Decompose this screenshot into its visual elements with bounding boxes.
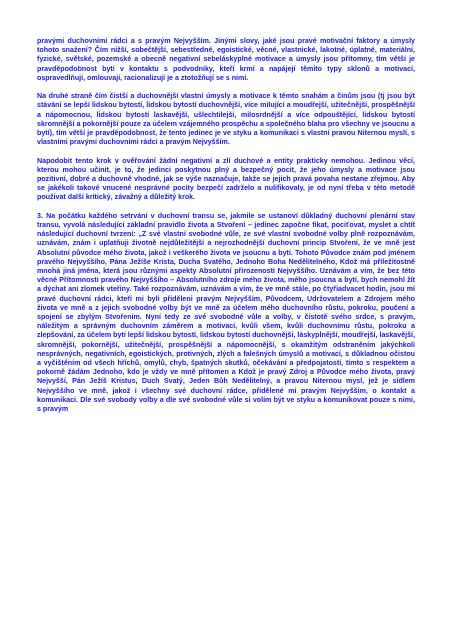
document-page (37, 37, 415, 637)
paragraph-4: 3. Na počátku každého setrvání v duchovní transu se, jakmile se ustanoví důkladný duchovní plenární stav transu, vyvolá následující základní pravidlo života a Stvoření – jedinec započne fikat, pociťovat, myslet a chtít následující duchovní tvrzení: „Z své vlastní svobodné vůle, ze své vlastní svobodné volby plně rozpoznávám, uznávám, znám i uplatňuji životně nejdůležitější a nejrozhodnější duchovní princip Stvoření, že ve mně jest Absolutní původce mého života, jakož i veškerého života ve jsoucnu a bytí. Tohoto Původce znám pod jménem pravého Nejvyššího, Pána Ježíše Krista, Ducha Svatého, Jednoho Boha Nedělitelného, Kdož má příležitostně mnohá jiná jména, která jsou různými aspekty Absolutní přirozenosti Nejvyššího. Uznávám a vím, že bez této věcné Přítomnosti pravého Nejvyššího – Absolutního zdroje mého života, mého jsoucna a bytí, bych nemohl žít a dýchat ani zlomek vteřiny. Také rozpoznávám, uznávám a vím, že ve mně stále, po čtyřiadvacet hodin, jsou mí pravé duchovní rádci, kteří mi byli přiděleni pravým Nejvyšším, Původcem, Udržovatelem a Zdrojem mého života ve mně a z jejich svobodné volby být ve mně za účelem mého duchovního růstu, pokroku, poučení a spojení se zbylým Stvořením. Nyní tedy ze své svobodné vůle a volby, v čistotě svého srdce, s pravým, náležitým a správným duchovním záměrem a motivací, kvůli všem, kvůli duchovnímu růstu, pokroku a zlepšování, za účelem bytí lepší lidskou bytostí, lidskou bytostí duchovnější, láskyplnější, moudřejší, laskavější, skromnější, pokornější, užitečnější, prospěšnější a nápomocnější, s okamžitým odstraněním jakýchkoli nesprávných, negativních, egoistických, protivných, zlých a falešných úmyslů a motivací, s důkladnou očistou a vyčištěním od všech hříchů, omylů, chyb, špatných skutků, očekávání a předpojatostí, tímto s respektem a pokorně žádám Jednoho, kdo je vždy ve mně přítomen a Kdož je pravý Zdroj a Původce mého života, pravý Nejvyšší, Pán Ježíš Kristus, Duch Svatý, Jeden Bůh Nedělitelný, a pravou Niternou mysl, jež je sídlem Nejvyššího ve mně, jakož i všechny své duchovní rádce, přidělené mi pravým Nejvyšším, o kontakt a komunikaci. Dle své svobody volby a dle své svobodné vůle si volím být ve styku a komunikovat pouze s nimi, s pravým (37, 211, 415, 414)
paragraph-2: Na druhé straně čím čistší a duchovnější vlastní úmysly a motivace k těmto snahám a činům jsou (tj jsou být stávání se lepší lidskou bytostí, lidskou bytostí duchovnější, více milující a moudřejší, užitečnější, prospěšnější a nápomocnou, lidskou bytostí laskavější, ušlechtilejší, milosrdnější a více odpouštějící, lidskou bytostí skromnější a pokornější pouze za účelem vzájemného prospěchu a společného blaha pro všechny ve jsoucnu a bytí), tím větší je pravděpodobnost, že tento jedinec je ve styku a komunikaci s vlastní pravou Niternou myslí, s vlastními pravými duchovními rádci a pravým Nejvyšším. (37, 92, 415, 147)
paragraph-1: pravými duchovními rádci a s pravým Nejvyšším. Jinými slovy, jaké jsou pravé motivační faktory a úmysly tohoto snažení? Čím nižší, sobečtější, sebestředné, egoistické, věcné, vlastnické, lakotné, úplatné, materiální, fyzické, světské, pozemské a obecně negativní sebeláskyplné motivace a úmysly jsou přítomny, tím větší je pravděpodobnost bytí v kontaktu s podvodníky, kteří krmí a napájejí těmito typy sklonů a motivací, ospravedlňují, omlouvají, racionalizují je a ztotožňují se s nimi. (37, 37, 415, 82)
paragraph-3: Napodobit tento krok v ověřování žádní negativní a zlí duchové a entity prakticky nemohou. Jedinou věcí, kterou mohou učinit, je to, že jedinci poskytnou plný a bezpečný pocit, že jeho úmysly a motivace jsou pozitivní, dobré a duchovně vhodné, jak se výše naznačuje, takže se jejich pravá povaha nestane zřejmou. Aby se jakékoli takové vnucené nesprávné pocity bezpečí zadrželo a nulifikovaly, je od nyní třeba v této metodě používat další kritický, závažný a důležitý krok. (37, 156, 415, 202)
